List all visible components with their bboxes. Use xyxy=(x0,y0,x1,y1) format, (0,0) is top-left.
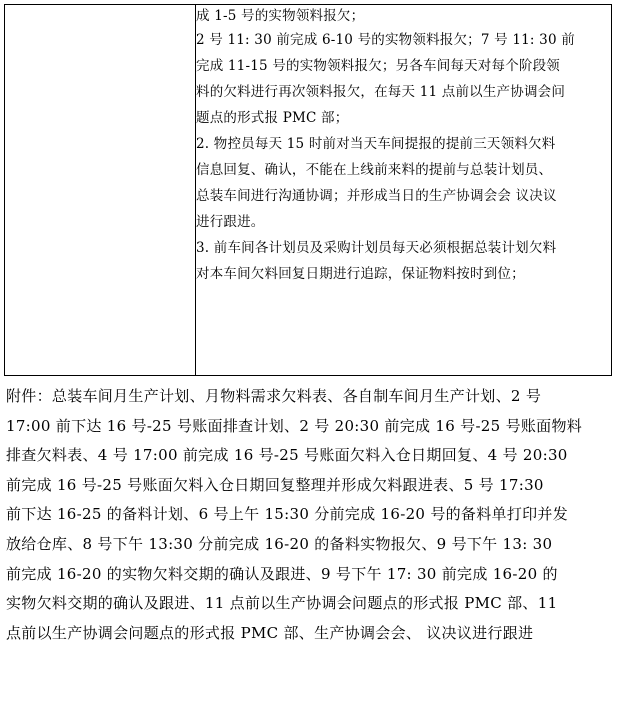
attachment-line: 放给仓库、8 号下午 13:30 分前完成 16-20 的备料实物报欠、9 号下午 13: 30 xyxy=(6,534,553,553)
cell-text-line: 题点的形式报 PMC 部； xyxy=(196,110,349,126)
attachment-line: 附件：总装车间月生产计划、月物料需求欠料表、各自制车间月生产计划、2 号 xyxy=(6,387,542,405)
cell-text-line: 信息回复、确认，不能在上线前来料的提前与总装计划员、 xyxy=(196,162,553,178)
cell-text-line: 完成 11-15 号的实物领料报欠；另各车间每天对每个阶段领 xyxy=(196,58,560,74)
procedure-table xyxy=(4,4,612,376)
attachment-line: 实物欠料交期的确认及跟进、11 点前以生产协调会问题点的形式报 PMC 部、11 xyxy=(6,594,558,613)
attachment-line: 17:00 前下达 16 号-25 号账面排查计划、2 号 20:30 前完成 16 号-25 号账面物料 xyxy=(6,416,583,435)
cell-text-line: 进行跟进。 xyxy=(196,214,265,230)
cell-text-line: 2 号 11: 30 前完成 6-10 号的实物领料报欠；7 号 11: 30 前 xyxy=(196,32,575,48)
cell-text-line: 料的欠料进行再次领料报欠，在每天 11 点前以生产协调会问 xyxy=(196,84,566,100)
attachment-line: 排查欠料表、4 号 17:00 前完成 16 号-25 号账面欠料入仓日期回复、4 号 20:30 xyxy=(6,446,568,465)
attachment-paragraph xyxy=(6,382,620,648)
table-left-cell xyxy=(5,5,196,376)
cell-text-line: 对本车间欠料回复日期进行追踪，保证物料按时到位； xyxy=(196,266,525,282)
table-right-cell xyxy=(196,5,612,376)
cell-text-line: 2. 物控员每天 15 时前对当天车间提报的提前三天领料欠料 xyxy=(196,136,556,152)
attachment-line: 前完成 16-20 的实物欠料交期的确认及跟进、9 号下午 17: 30 前完成 16-20 的 xyxy=(6,564,558,583)
attachment-line: 前完成 16 号-25 号账面欠料入仓日期回复整理并形成欠料跟进表、5 号 17:30 xyxy=(6,475,544,494)
attachment-line: 前下达 16-25 的备料计划、6 号上午 15:30 分前完成 16-20 号的备料单打印并发 xyxy=(6,505,569,524)
table-row xyxy=(5,5,612,376)
attachment-line: 点前以生产协调会问题点的形式报 PMC 部、生产协调会会、 议决议进行跟进 xyxy=(6,623,534,642)
cell-text-line: 成 1-5 号的实物领料报欠； xyxy=(196,8,365,24)
cell-text-line: 总装车间进行沟通协调；并形成当日的生产协调会会 议决议 xyxy=(196,188,557,204)
cell-text-line: 3. 前车间各计划员及采购计划员每天必须根据总装计划欠料 xyxy=(196,240,557,256)
